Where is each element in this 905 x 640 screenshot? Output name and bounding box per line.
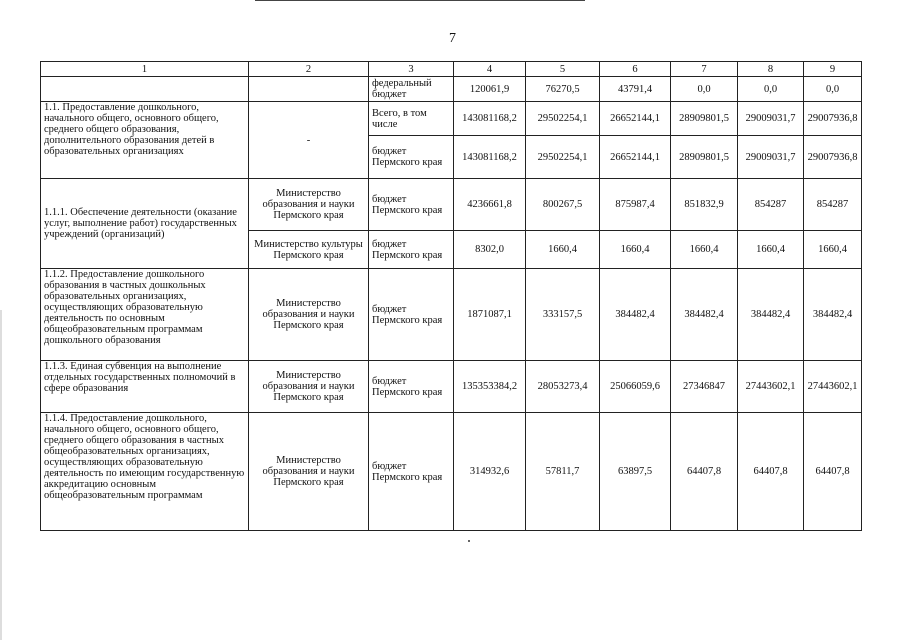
- value-cell: 8302,0: [454, 231, 526, 269]
- value-cell: 29009031,7: [738, 136, 804, 179]
- value-cell: 27346847: [671, 361, 738, 413]
- item-name: 1.1.3. Единая субвенция на выполнение отдельных государственных полномочий в сфере образования: [41, 361, 249, 413]
- table-row: [41, 361, 862, 413]
- value-cell: 120061,9: [454, 77, 526, 102]
- value-cell: 854287: [804, 179, 862, 231]
- value-cell: 64407,8: [804, 413, 862, 531]
- value-cell: 0,0: [671, 77, 738, 102]
- header-cell: 2: [249, 62, 369, 77]
- value-cell: 57811,7: [526, 413, 600, 531]
- header-cell: 5: [526, 62, 600, 77]
- table-row: [41, 179, 862, 231]
- header-cell: 4: [454, 62, 526, 77]
- funding-source: Всего, в том числе: [369, 102, 454, 136]
- value-cell: 333157,5: [526, 269, 600, 361]
- value-cell: 135353384,2: [454, 361, 526, 413]
- value-cell: 28909801,5: [671, 102, 738, 136]
- header-cell: 8: [738, 62, 804, 77]
- header-cell: 7: [671, 62, 738, 77]
- funding-source: бюджет Пермского края: [369, 136, 454, 179]
- value-cell: 43791,4: [600, 77, 671, 102]
- value-cell: 384482,4: [671, 269, 738, 361]
- value-cell: 0,0: [738, 77, 804, 102]
- table-row: [41, 102, 862, 136]
- item-name: [41, 77, 249, 102]
- funding-source: бюджет Пермского края: [369, 413, 454, 531]
- header-cell: 9: [804, 62, 862, 77]
- header-row: [41, 62, 862, 77]
- value-cell: 28053273,4: [526, 361, 600, 413]
- responsible-party: -: [249, 102, 369, 179]
- value-cell: 143081168,2: [454, 102, 526, 136]
- value-cell: 76270,5: [526, 77, 600, 102]
- responsible-party: Министерство культуры Пермского края: [249, 231, 369, 269]
- value-cell: 854287: [738, 179, 804, 231]
- value-cell: 64407,8: [738, 413, 804, 531]
- item-name: 1.1.4. Предоставление дошкольного, начального общего, основного общего, среднего общего образования в частных общеобразовательных организациях, осуществляющих образовательную деятельность по имеющим государственную аккредитацию основным общеобразовательным программам: [41, 413, 249, 531]
- table-row: [41, 413, 862, 531]
- table-row: [41, 269, 862, 361]
- value-cell: 1660,4: [804, 231, 862, 269]
- value-cell: 26652144,1: [600, 102, 671, 136]
- value-cell: 800267,5: [526, 179, 600, 231]
- value-cell: 314932,6: [454, 413, 526, 531]
- page-number: 7: [449, 31, 456, 46]
- value-cell: 4236661,8: [454, 179, 526, 231]
- value-cell: 27443602,1: [804, 361, 862, 413]
- value-cell: 384482,4: [804, 269, 862, 361]
- item-name: 1.1.2. Предоставление дошкольного образования в частных дошкольных образовательных организациях, осуществляющих образовательную деятельность по основным общеобразовательным программам дошкольного образования: [41, 269, 249, 361]
- top-rule: [255, 0, 585, 1]
- value-cell: 875987,4: [600, 179, 671, 231]
- value-cell: 1660,4: [526, 231, 600, 269]
- funding-source: бюджет Пермского края: [369, 269, 454, 361]
- funding-source: бюджет Пермского края: [369, 231, 454, 269]
- responsible-party: Министерство образования и науки Пермского края: [249, 269, 369, 361]
- funding-source: бюджет Пермского края: [369, 179, 454, 231]
- responsible-party: [249, 77, 369, 102]
- scan-edge: [0, 310, 2, 640]
- responsible-party: Министерство образования и науки Пермского края: [249, 413, 369, 531]
- value-cell: 29007936,8: [804, 136, 862, 179]
- value-cell: 28909801,5: [671, 136, 738, 179]
- value-cell: 384482,4: [600, 269, 671, 361]
- value-cell: 29009031,7: [738, 102, 804, 136]
- value-cell: 29502254,1: [526, 136, 600, 179]
- value-cell: 384482,4: [738, 269, 804, 361]
- budget-table: [40, 61, 862, 531]
- value-cell: 29502254,1: [526, 102, 600, 136]
- value-cell: 27443602,1: [738, 361, 804, 413]
- scan-mark: [468, 540, 470, 542]
- responsible-party: Министерство образования и науки Пермского края: [249, 361, 369, 413]
- funding-source: бюджет Пермского края: [369, 361, 454, 413]
- header-cell: 1: [41, 62, 249, 77]
- value-cell: 63897,5: [600, 413, 671, 531]
- item-name: 1.1. Предоставление дошкольного, начального общего, основного общего, среднего общего образования, дополнительного образования детей в образовательных организациях: [41, 102, 249, 179]
- value-cell: 25066059,6: [600, 361, 671, 413]
- responsible-party: Министерство образования и науки Пермского края: [249, 179, 369, 231]
- value-cell: 1660,4: [738, 231, 804, 269]
- header-cell: 3: [369, 62, 454, 77]
- value-cell: 143081168,2: [454, 136, 526, 179]
- value-cell: 29007936,8: [804, 102, 862, 136]
- value-cell: 851832,9: [671, 179, 738, 231]
- value-cell: 1871087,1: [454, 269, 526, 361]
- value-cell: 26652144,1: [600, 136, 671, 179]
- item-name: 1.1.1. Обеспечение деятельности (оказание услуг, выполнение работ) государственных учреждений (организаций): [41, 179, 249, 269]
- funding-source: федеральный бюджет: [369, 77, 454, 102]
- value-cell: 64407,8: [671, 413, 738, 531]
- value-cell: 1660,4: [671, 231, 738, 269]
- table-row: [41, 77, 862, 102]
- value-cell: 0,0: [804, 77, 862, 102]
- value-cell: 1660,4: [600, 231, 671, 269]
- header-cell: 6: [600, 62, 671, 77]
